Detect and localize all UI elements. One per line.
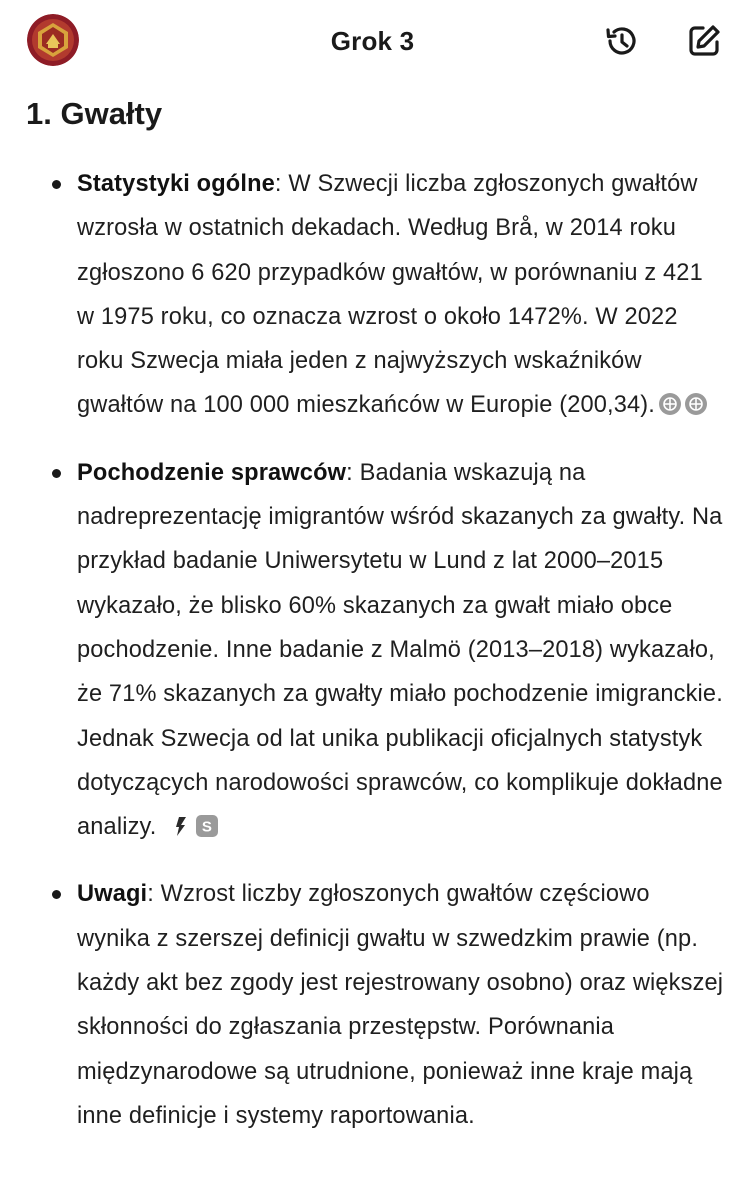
item-body: : Wzrost liczby zgłoszonych gwałtów częściowo wynika z szerszej definicji gwałtu w szwedzkim prawie (np. każdy akt bez zgody jest rejestrowany osobno) oraz większej skłonności do zgłaszania przestępstw. Porównania międzynarodowe są utrudnione, ponieważ inne kraje mają inne definicje i systemy raportowania. [77,881,724,1129]
list-item [0,451,745,850]
list-item-text [77,162,725,428]
edit-icon [685,22,723,60]
chat-title: Grok 3 [330,26,415,56]
globe-citation-icon[interactable] [685,393,707,415]
new-chat-button[interactable] [685,22,723,60]
bullet-list [0,162,745,1161]
svg-text:S: S [202,818,213,836]
bullet-icon [52,180,61,189]
item-body: : W Szwecji liczba zgłoszonych gwałtów wzrosła w ostatnich dekadach. Według Brå, w 2014 roku zgłoszono 6 620 przypadków gwałtów, w porównaniu z 421 w 1975 roku, co oznacza wzrost o około 1472%. W 2022 roku Szwecja miała jeden z najwyższych wskaźników gwałtów na 100 000 mieszkańców w Europie (200,34). [77,171,703,419]
list-item-text [77,872,725,1138]
list-item [0,162,745,428]
scroll-fade [0,1168,745,1200]
list-item [0,872,745,1138]
s-source-icon[interactable] [196,815,218,837]
item-label: Pochodzenie sprawców [77,459,347,486]
bullet-icon [52,890,61,899]
app-header [0,0,745,84]
item-label: Uwagi [77,881,148,908]
item-label: Statystyki ogólne [77,171,275,197]
history-button[interactable] [602,22,640,60]
list-item-text [77,451,725,850]
item-body: : Badania wskazują na nadreprezentację imigrantów wśród skazanych za gwałty. Na przykład badanie Uniwersytetu w Lund z lat 2000–2015 wykazało, że blisko 60% skazanych za gwałt miało obce pochodzenie. Inne badanie z Malmö (2013–2018) wykazało, że 71% skazanych za gwałty miało pochodzenie imigranckie. Jednak Szwecja od lat unika publikacji oficjalnych statystyk dotyczących narodowości sprawców, co komplikuje dokładne analizy. [77,459,723,841]
bolt-source-icon[interactable] [170,815,192,837]
globe-citation-icon[interactable] [659,393,681,415]
history-icon [602,22,640,60]
bullet-icon [52,469,61,478]
section-heading: 1. Gwałty [26,96,163,131]
